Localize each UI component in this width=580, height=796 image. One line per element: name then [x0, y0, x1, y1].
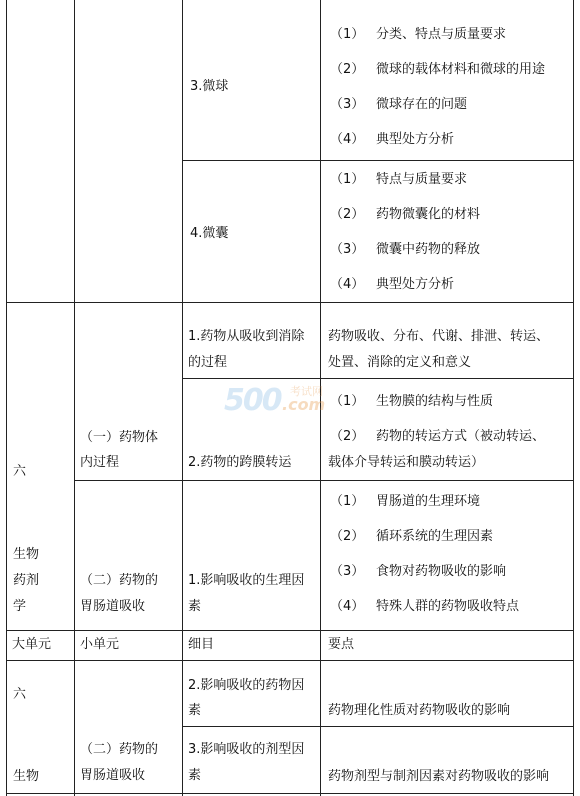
- point-line: （2） 药物微囊化的材料: [330, 207, 481, 222]
- point-line: 药物吸收、分布、代谢、排泄、转运、: [328, 329, 550, 344]
- point-line: （1） 胃肠道的生理环境: [330, 494, 481, 509]
- detail-cell: 2.药物的跨膜转运: [188, 455, 292, 470]
- big-unit-number: 六: [13, 687, 27, 702]
- detail-cell: 3.影响吸收的剂型因: [188, 742, 305, 757]
- table-border: [182, 726, 574, 727]
- point-line: （4） 典型处方分析: [330, 132, 455, 147]
- point-line: （4） 典型处方分析: [330, 277, 455, 292]
- sub-unit: 内过程: [80, 455, 120, 470]
- point-line: 药物理化性质对药物吸收的影响: [328, 703, 511, 718]
- point-line: （4） 特殊人群的药物吸收特点: [330, 599, 520, 614]
- point-line: （1） 特点与质量要求: [330, 172, 468, 187]
- big-unit-name: 生物: [13, 547, 40, 562]
- point-line: （3） 微球存在的问题: [330, 97, 468, 112]
- big-unit-number: 六: [13, 464, 27, 479]
- point-line: （1） 分类、特点与质量要求: [330, 27, 507, 42]
- detail-cell: 素: [188, 703, 202, 718]
- sub-unit: （二）药物的: [80, 742, 159, 757]
- point-line: 载体介导转运和膜动转运）: [328, 455, 485, 470]
- table-border: [6, 660, 574, 661]
- table-border: [182, 160, 574, 161]
- sub-unit: 胃肠道吸收: [80, 599, 146, 614]
- table-border: [573, 0, 574, 796]
- header-points: 要点: [328, 637, 355, 652]
- big-unit-name: 药剂: [13, 573, 40, 588]
- big-unit-name: 生物: [13, 769, 40, 784]
- point-line: （1） 生物膜的结构与性质: [330, 394, 494, 409]
- big-unit-name: 学: [13, 599, 27, 614]
- table-border: [6, 302, 574, 303]
- table-border: [74, 0, 75, 796]
- watermark-text: 考试网: [290, 385, 323, 398]
- header-big-unit: 大单元: [12, 637, 52, 652]
- table-border: [182, 0, 183, 796]
- point-line: （2） 循环系统的生理因素: [330, 529, 494, 544]
- table-border: [6, 793, 574, 794]
- point-line: 处置、消除的定义和意义: [328, 355, 472, 370]
- watermark-domain: .com: [282, 395, 326, 414]
- detail-cell: 的过程: [188, 355, 228, 370]
- detail-cell: 4.微囊: [190, 226, 229, 241]
- detail-cell: 素: [188, 768, 202, 783]
- watermark-number: 500: [224, 383, 281, 418]
- detail-cell: 2.影响吸收的药物因: [188, 678, 305, 693]
- detail-cell: 1.药物从吸收到消除: [188, 329, 305, 344]
- sub-unit: （二）药物的: [80, 573, 159, 588]
- table-border: [6, 0, 7, 796]
- sub-unit: （一）药物体: [80, 430, 159, 445]
- table-border: [74, 480, 574, 481]
- point-line: （3） 食物对药物吸收的影响: [330, 564, 507, 579]
- detail-cell: 素: [188, 599, 202, 614]
- table-border: [182, 378, 574, 379]
- point-line: （2） 药物的转运方式（被动转运、: [330, 429, 546, 444]
- point-line: （3） 微囊中药物的释放: [330, 242, 481, 257]
- table-border: [6, 630, 574, 631]
- detail-cell: 3.微球: [190, 79, 229, 94]
- sub-unit: 胃肠道吸收: [80, 768, 146, 783]
- header-sub-unit: 小单元: [80, 637, 120, 652]
- point-line: 药物剂型与制剂因素对药物吸收的影响: [328, 769, 550, 784]
- header-detail: 细目: [188, 637, 215, 652]
- point-line: （2） 微球的载体材料和微球的用途: [330, 62, 546, 77]
- detail-cell: 1.影响吸收的生理因: [188, 573, 305, 588]
